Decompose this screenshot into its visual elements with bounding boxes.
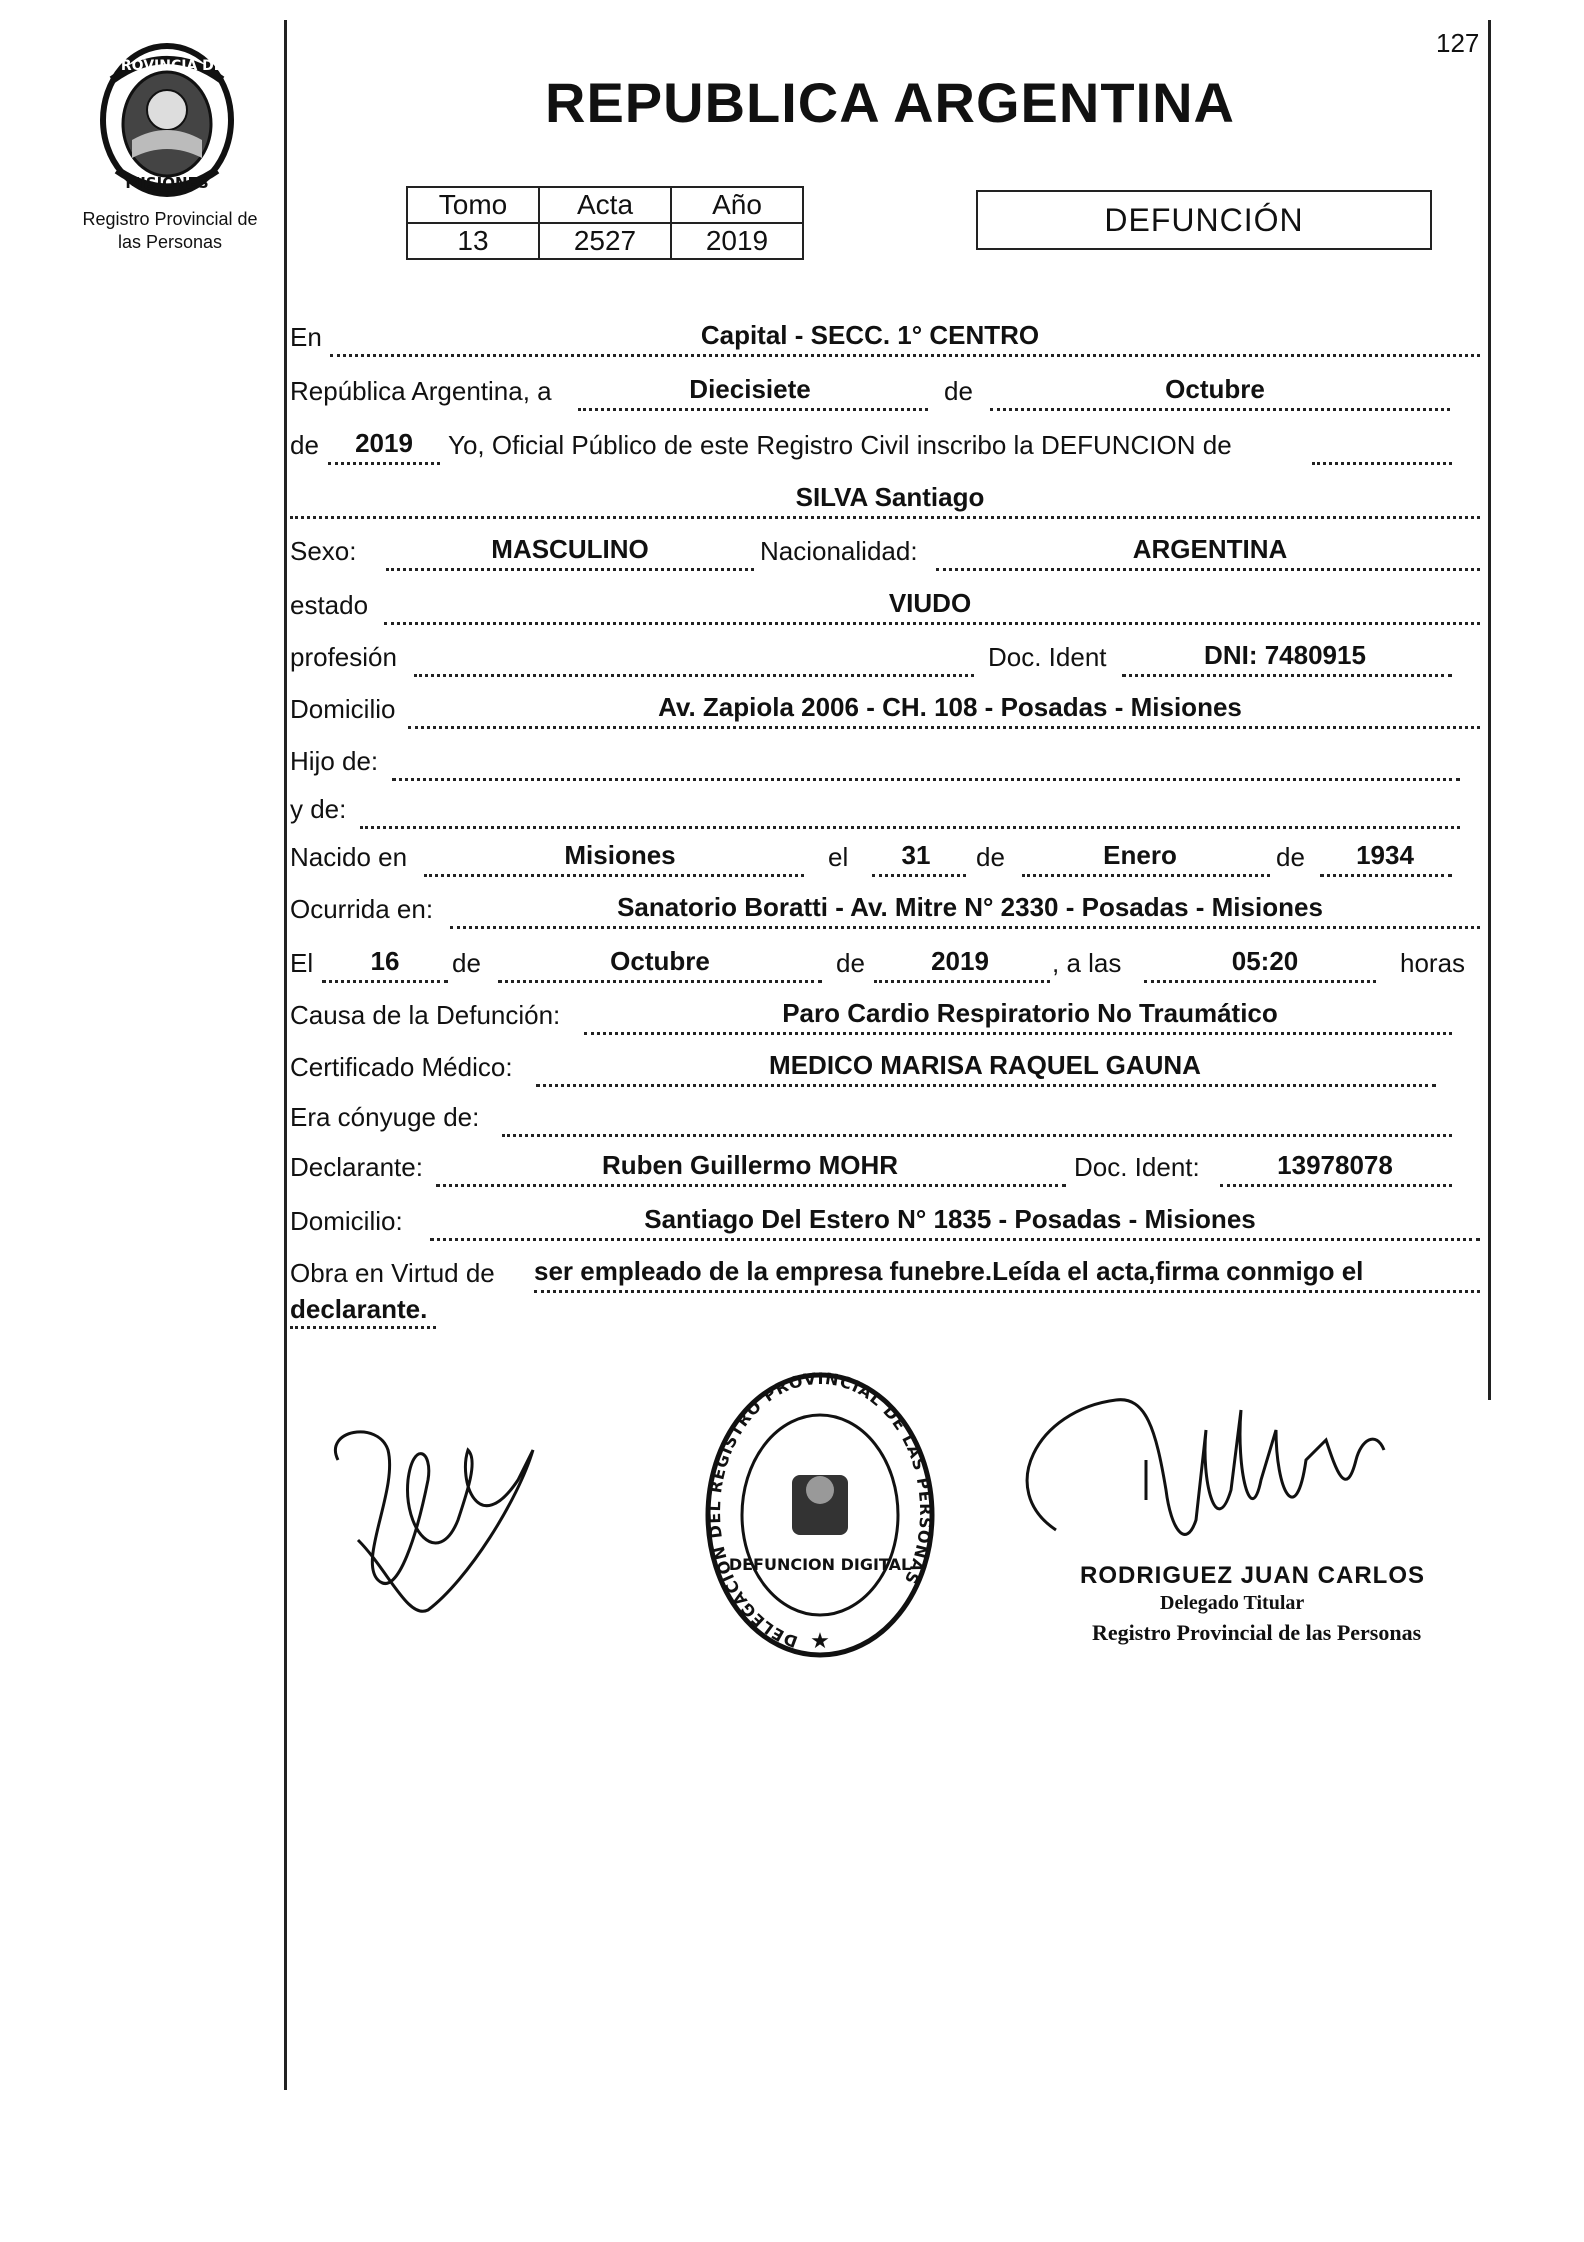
anio-header: Año — [671, 187, 803, 223]
registration-place: Capital - SECC. 1° CENTRO — [700, 320, 1040, 350]
spouse-label: Era cónyuge de: — [290, 1102, 480, 1132]
doc-value: DNI: 7480915 — [1204, 640, 1366, 670]
svg-text:DEFUNCION DIGITAL: DEFUNCION DIGITAL — [728, 1555, 912, 1574]
birthplace-line — [424, 874, 804, 877]
address-value: Av. Zapiola 2006 - CH. 108 - Posadas - Misiones — [658, 692, 1242, 722]
sex-value: MASCULINO — [491, 534, 649, 564]
cause-label: Causa de la Defunción: — [290, 1000, 561, 1030]
declarant-signature — [318, 1420, 548, 1640]
cert-value: MEDICO MARISA RAQUEL GAUNA — [769, 1050, 1201, 1080]
spouse-line — [502, 1134, 1452, 1137]
cert-label: Certificado Médico: — [290, 1052, 513, 1082]
declarant-doc-line — [1220, 1184, 1452, 1187]
death-day-line — [322, 980, 448, 983]
svg-text:MISIONES: MISIONES — [125, 174, 209, 192]
death-month-value: Octubre — [610, 946, 710, 976]
cause-line — [584, 1032, 1452, 1035]
profession-line — [414, 674, 974, 677]
record-type-box: DEFUNCIÓN — [976, 190, 1432, 250]
year-prefix-label: de — [290, 430, 319, 460]
at-label: , a las — [1052, 948, 1122, 978]
obra-line-2 — [290, 1326, 436, 1329]
nationality-value: ARGENTINA — [1132, 534, 1288, 564]
issuer-line2: las Personas — [117, 232, 223, 252]
acta-header: Acta — [539, 187, 671, 223]
declarant-doc-value: 13978078 — [1277, 1150, 1393, 1180]
cause-value: Paro Cardio Respiratorio No Traumático — [782, 998, 1278, 1028]
tomo-value: 13 — [407, 223, 539, 259]
sex-label: Sexo: — [290, 536, 357, 566]
deceased-name: SILVA Santiago — [795, 482, 985, 512]
death-day-value: 16 — [370, 946, 400, 976]
birth-day-value: 31 — [901, 840, 931, 870]
birth-year-line — [1320, 874, 1452, 877]
el-label: el — [828, 842, 849, 872]
day-line — [578, 408, 928, 411]
official-stamp — [700, 1370, 940, 1675]
declarant-line — [436, 1184, 1066, 1187]
issuer-name — [40, 208, 300, 254]
left-margin-line — [284, 20, 287, 2090]
official-signature — [996, 1370, 1416, 1590]
death-year-value: 2019 — [931, 946, 989, 976]
de-label-2: de — [976, 842, 1005, 872]
year-line — [328, 462, 440, 465]
death-time-value: 05:20 — [1231, 946, 1299, 976]
en-label: En — [290, 322, 322, 352]
address-label: Domicilio — [290, 694, 396, 724]
declarant-doc-label: Doc. Ident: — [1074, 1152, 1200, 1182]
page-number: 127 — [1436, 28, 1480, 58]
issuer-line1: Registro Provincial de — [82, 209, 258, 229]
nationality-line — [936, 568, 1480, 571]
and-of-label: y de: — [290, 794, 347, 824]
death-month-line — [498, 980, 822, 983]
el2-label: El — [290, 948, 314, 978]
official-statement: Yo, Oficial Público de este Registro Civil inscribo la DEFUNCION de — [448, 430, 1232, 460]
svg-text:PROVINCIA DE: PROVINCIA DE — [110, 58, 224, 74]
profession-label: profesión — [290, 642, 397, 672]
official-role: Delegado Titular — [1160, 1592, 1305, 1614]
province-seal-logo — [92, 40, 242, 205]
obra-text-2: declarante. — [290, 1294, 428, 1324]
svg-text:DELEGACION DEL REGISTRO PROVIN: DELEGACION DEL REGISTRO PROVINCIAL DE LAS PERSONAS — [704, 1370, 936, 1652]
anio-value: 2019 — [671, 223, 803, 259]
official-name: RODRIGUEZ JUAN CARLOS — [1080, 1562, 1426, 1589]
registration-year: 2019 — [355, 428, 413, 458]
child-of-label: Hijo de: — [290, 746, 379, 776]
civil-status-label: estado — [290, 590, 369, 620]
acta-value: 2527 — [539, 223, 671, 259]
month-line — [990, 408, 1450, 411]
registration-day: Diecisiete — [689, 374, 811, 404]
right-margin-line — [1488, 20, 1491, 1400]
obra-label: Obra en Virtud de — [290, 1258, 495, 1288]
declarant-address-line — [430, 1238, 1480, 1241]
official-org: Registro Provincial de las Personas — [1092, 1620, 1422, 1645]
doc-line — [1122, 674, 1452, 677]
occurred-place: Sanatorio Boratti - Av. Mitre N° 2330 - Posadas - Misiones — [617, 892, 1323, 922]
country-label: República Argentina, a — [290, 376, 552, 406]
civil-status-value: VIUDO — [888, 588, 972, 618]
child-of-line — [392, 778, 1460, 781]
birth-day-line — [872, 874, 966, 877]
name-line — [290, 516, 1480, 519]
declarant-value: Ruben Guillermo MOHR — [601, 1150, 899, 1180]
death-year-line — [874, 980, 1050, 983]
declarant-address-label: Domicilio: — [290, 1206, 403, 1236]
registration-month: Octubre — [1165, 374, 1265, 404]
death-time-line — [1144, 980, 1376, 983]
de-label-1: de — [944, 376, 973, 406]
place-line — [330, 354, 1480, 357]
page-title: REPUBLICA ARGENTINA — [545, 71, 1235, 134]
statement-line — [1312, 462, 1452, 465]
birth-month-line — [1022, 874, 1270, 877]
occurred-label: Ocurrida en: — [290, 894, 434, 924]
declarant-label: Declarante: — [290, 1152, 423, 1182]
de-label-5: de — [836, 948, 865, 978]
de-label-4: de — [452, 948, 481, 978]
obra-line — [534, 1290, 1480, 1293]
birth-year-value: 1934 — [1356, 840, 1414, 870]
address-line — [408, 726, 1480, 729]
doc-label: Doc. Ident — [988, 642, 1107, 672]
birthplace-value: Misiones — [564, 840, 676, 870]
sex-line — [386, 568, 754, 571]
tomo-header: Tomo — [407, 187, 539, 223]
occurred-line — [450, 926, 1480, 929]
cert-line — [536, 1084, 1436, 1087]
svg-text:★: ★ — [810, 1628, 830, 1653]
and-of-line — [360, 826, 1460, 829]
registry-table — [406, 186, 804, 260]
born-label: Nacido en — [290, 842, 408, 872]
hours-label: horas — [1400, 948, 1466, 978]
civil-status-line — [384, 622, 1480, 625]
de-label-3: de — [1276, 842, 1305, 872]
obra-text: ser empleado de la empresa funebre.Leída el acta,firma conmigo el — [534, 1256, 1364, 1286]
nationality-label: Nacionalidad: — [760, 536, 918, 566]
birth-month-value: Enero — [1103, 840, 1177, 870]
declarant-address-value: Santiago Del Estero N° 1835 - Posadas - Misiones — [644, 1204, 1256, 1234]
